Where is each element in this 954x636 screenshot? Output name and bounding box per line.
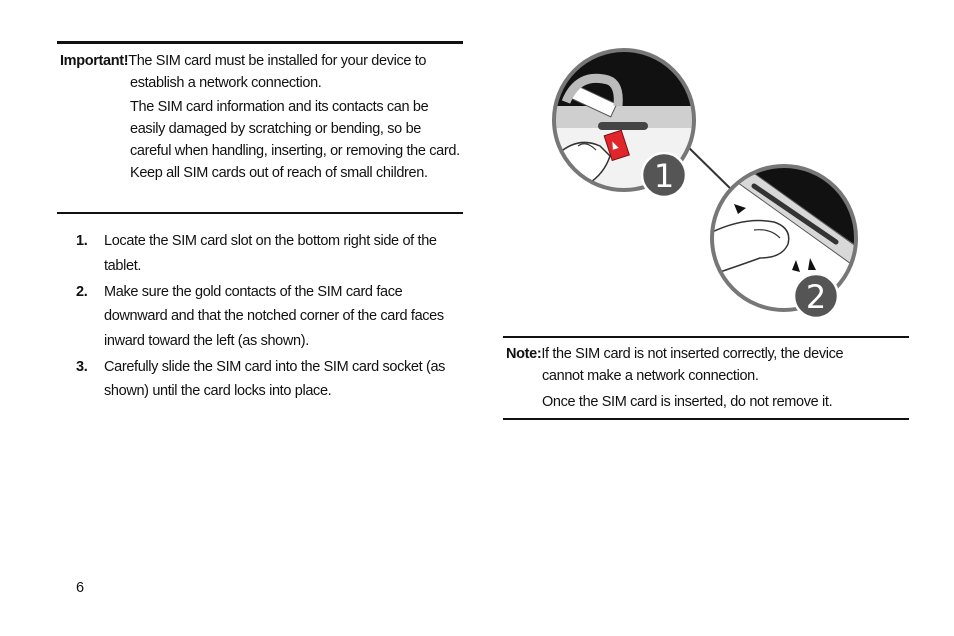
note-line-1: If the SIM card is not inserted correctly, the device — [541, 346, 844, 362]
important-line-1: The SIM card must be installed for your device to — [128, 53, 427, 69]
important-top-rule — [57, 41, 463, 44]
note-label: Note: — [506, 346, 542, 362]
connector-line — [683, 142, 736, 194]
page-number: 6 — [76, 580, 84, 596]
step-item — [76, 229, 466, 278]
step-badge-2-label: 2 — [805, 278, 827, 316]
step-text: Carefully slide the SIM card into the SIM card socket (as shown) until the card locks into place. — [104, 358, 446, 399]
step-item — [76, 280, 466, 354]
step-number: 1. — [76, 233, 88, 249]
step-item — [76, 355, 466, 404]
note-paragraph-2: Once the SIM card is inserted, do not remove it. — [542, 394, 833, 410]
step-number: 3. — [76, 358, 88, 375]
step-text: Locate the SIM card slot on the bottom right side of the tablet. — [104, 233, 437, 274]
note-notice — [506, 343, 906, 387]
important-notice — [60, 50, 460, 94]
steps-list — [76, 229, 466, 405]
detail-circle-2 — [708, 162, 862, 322]
important-bottom-rule — [57, 212, 463, 214]
important-paragraph-2: The SIM card information and its contacts can be easily damaged by scratching or bending, so be careful when handling, inserting, or removing the card. Keep all SIM cards out of reach of small children. — [130, 99, 460, 181]
note-bottom-rule — [503, 418, 909, 420]
detail-circle-1 — [548, 44, 708, 208]
note-line-2: cannot make a network connection. — [542, 368, 759, 384]
note-top-rule — [503, 336, 909, 338]
step-number: 2. — [76, 283, 88, 300]
sim-insertion-illustration — [548, 44, 862, 324]
important-line-2: establish a network connection. — [130, 75, 322, 91]
step-text: Make sure the gold contacts of the SIM card face downward and that the notched corner of the card faces inward toward the left (as shown). — [104, 283, 444, 349]
important-label: Important! — [60, 53, 129, 69]
step-badge-1-label: 1 — [653, 157, 675, 195]
